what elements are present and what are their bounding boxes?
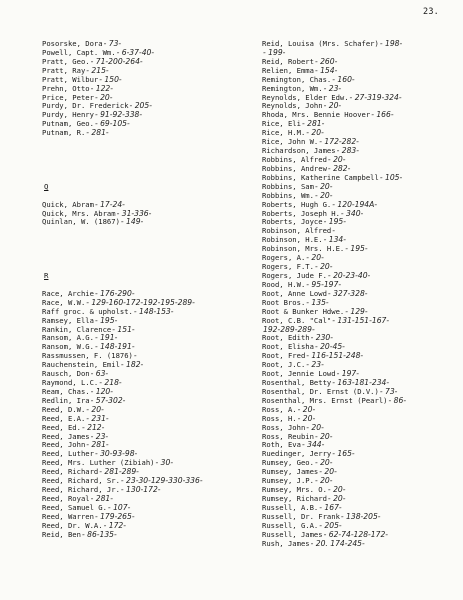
blank-line	[42, 227, 252, 236]
entry-name: Robinson, H.E.	[262, 235, 323, 245]
blank-line	[42, 245, 252, 254]
entry-name: Pratt, Ray	[42, 65, 86, 75]
entry-page-refs: - 154-	[314, 65, 338, 75]
entry-page-refs: - 20-	[314, 431, 333, 441]
entry-name: Robinson, Alfred	[262, 226, 332, 236]
entry-name: Richardson, James	[262, 146, 336, 156]
entry-name: Purdy, Dr. Frederick	[42, 101, 129, 111]
entry-name: Rassmussen, F. (1876)	[42, 351, 133, 361]
entry-page-refs: - 172-	[103, 520, 126, 530]
blank-line	[42, 165, 252, 174]
entry-page-refs: - 281-	[301, 119, 325, 129]
entry-name: Price, Peter	[42, 92, 94, 102]
entry-page-refs: - 165-	[332, 449, 355, 459]
entry-name: Race, Archie	[42, 288, 94, 298]
entry-page-refs: - 148-153-	[133, 306, 174, 316]
entry-name: Powell, Capt. Wm.	[42, 47, 116, 57]
entry-name: Rosenthal, Betty	[262, 378, 332, 388]
entry-name: Quick, Abram	[42, 199, 94, 209]
entry-name: Root Bros.	[262, 297, 306, 307]
entry-page-refs: - 20-	[327, 485, 346, 495]
entry-name: Ramsey, Ella	[42, 315, 94, 325]
entry-name: Reed, Luther	[42, 449, 94, 459]
entry-page-refs: -	[332, 226, 335, 236]
entry-page-refs: - 150-	[99, 74, 122, 84]
entry-page-refs: - 71-200-264-	[90, 56, 143, 66]
entry-name: Ross, H.	[262, 413, 297, 423]
entry-name: Ross, A.	[262, 404, 297, 414]
entry-name: Quinlan, W. (1867)	[42, 217, 120, 227]
entry-page-refs: - 30-	[155, 458, 174, 468]
entry-name: Rumsey, J.P.	[262, 476, 314, 486]
index-entry	[42, 531, 252, 540]
entry-name: Remington, Wm.	[262, 83, 323, 93]
entry-page-refs: - 95-197-	[306, 279, 342, 289]
entry-page-refs: - 129-	[345, 306, 368, 316]
entry-page-refs: - 27-319-324-	[349, 92, 402, 102]
entry-page-refs: - 20-	[327, 154, 346, 164]
entry-page-refs: - 73-	[103, 39, 122, 48]
entry-page-refs: - 198-	[379, 39, 403, 48]
entry-name: Rumsey, Richard	[262, 494, 327, 504]
entry-page-refs: - 163-181-234-	[332, 378, 390, 388]
entry-page-refs: - 57-302-	[90, 395, 126, 405]
left-index-column	[42, 40, 252, 540]
entry-name: Root & Bunker Hdwe.	[262, 306, 345, 316]
entry-name: Robinson, Mrs. H.E.	[262, 244, 345, 254]
entry-page-refs: - 86-135-	[81, 529, 117, 539]
entry-name: Reid, Ben	[42, 529, 81, 539]
entry-name: Root, J.C.	[262, 360, 306, 370]
entry-name: Root, Elisha	[262, 342, 314, 352]
entry-name: Robbins, Alfred	[262, 154, 327, 164]
entry-name: Rausch, Don	[42, 369, 90, 379]
section-letter-label: Q	[44, 181, 49, 191]
entry-name: Root, C.B. "Cal"	[262, 315, 332, 325]
entry-page-refs: - 199-	[263, 47, 286, 57]
entry-name: Reed, Warren	[42, 511, 94, 521]
blank-line	[42, 174, 252, 183]
entry-name: Robbins, Katherine Campbell	[262, 172, 379, 182]
entry-name: Reed, E.A.	[42, 413, 86, 423]
entry-page-refs: - 20-	[319, 467, 337, 477]
entry-name: Roberts, Joyce	[262, 217, 323, 227]
entry-page-refs: - 205-	[129, 101, 152, 111]
entry-name: Prehn, Otto	[42, 83, 90, 93]
entry-page-refs: - 148-191-	[94, 342, 135, 352]
entry-name: Putnam, R.	[42, 128, 86, 138]
entry-page-refs: -	[133, 351, 137, 361]
entry-name: Ransom, A.G.	[42, 333, 94, 343]
entry-name: Rankin, Clarence	[42, 324, 112, 334]
entry-page-refs: - 20-	[297, 404, 316, 414]
entry-name: Relien, Emma	[262, 65, 314, 75]
entry-name: Robbins, Sam	[262, 181, 314, 191]
entry-page-refs: - 20-45-	[314, 342, 345, 352]
entry-name: Roth, Eva	[262, 440, 301, 450]
entry-page-refs: - 69-105-	[94, 119, 130, 129]
entry-name: Russell, James	[262, 529, 323, 539]
entry-page-refs: - 260-	[314, 56, 338, 66]
entry-name: Reed, Dr. W.A.	[42, 520, 103, 530]
entry-page-refs: - 20-	[306, 422, 324, 432]
page-number: 23.	[423, 7, 439, 17]
blank-line	[42, 156, 252, 165]
entry-name: Redlin, Ira	[42, 395, 90, 405]
entry-name: Rogers, A.	[262, 253, 306, 263]
entry-name: Ross, Reubin	[262, 431, 314, 441]
entry-page-refs: - 20-	[297, 413, 316, 423]
section-letter	[42, 183, 252, 192]
entry-name: Ross, John	[262, 422, 306, 432]
entry-name: Rogers, Jude F.	[262, 270, 327, 280]
entry-name: Roberts, Joseph H.	[262, 208, 340, 218]
entry-name: Reed, Richard	[42, 467, 99, 477]
blank-line	[42, 138, 252, 147]
section-letter	[42, 272, 252, 281]
entry-name: Pratt, Wilbur	[42, 74, 99, 84]
entry-page-refs: - 215-	[86, 65, 109, 75]
entry-page-refs: - 281-	[86, 440, 109, 450]
entry-page-refs: - 20-	[306, 253, 324, 263]
entry-page-refs: - 327-328-	[327, 288, 368, 298]
entry-name: Rauchenstein, Emil	[42, 360, 120, 370]
entry-name: Rumsey, Mrs. O.	[262, 485, 327, 495]
entry-name: Reed, Ed.	[42, 422, 81, 432]
entry-name: Rogers, F.T.	[262, 262, 314, 272]
entry-name: Root, Edith	[262, 333, 310, 343]
entry-page-refs: - 20-	[314, 190, 333, 200]
entry-page-refs: - 179-265-	[94, 511, 135, 521]
entry-name: Reed, John	[42, 440, 86, 450]
entry-name: Reed, Samuel G.	[42, 502, 107, 512]
entry-name: Rumsey, Geo.	[262, 458, 314, 468]
entry-name: Rush, James	[262, 538, 310, 548]
entry-name: Root, Jennie Lowd	[262, 369, 336, 379]
entry-name: Russell, A.B.	[262, 502, 319, 512]
entry-page-refs: - 205-	[319, 520, 342, 530]
entry-name: Reed, D.W.	[42, 404, 86, 414]
index-entry	[262, 40, 457, 49]
entry-name: Reynolds, John	[262, 101, 323, 111]
entry-page-refs: - 20-	[323, 101, 342, 111]
entry-name: Ruedinger, Jerry	[262, 449, 332, 459]
entry-page-refs: - 105-	[379, 172, 403, 182]
entry-page-refs: - 197-	[336, 369, 359, 379]
entry-name: Reid, Robert	[262, 56, 314, 66]
entry-page-refs: - 231-	[86, 413, 109, 423]
entry-name: Reid, Louisa (Mrs. Schafer)	[262, 39, 379, 48]
entry-page-refs: - 130-172-	[120, 485, 161, 495]
entry-page-refs: - 20-	[314, 476, 333, 486]
entry-name: Purdy, Henry	[42, 110, 94, 120]
entry-page-refs: - 166-	[371, 110, 394, 120]
entry-page-refs: - 131-151-167-	[332, 315, 390, 325]
entry-name: Ream, Chas.	[42, 386, 90, 396]
entry-page-refs: - 23-	[323, 83, 342, 93]
entry-page-refs: - 212-	[81, 422, 105, 432]
blank-line	[42, 263, 252, 272]
entry-page-refs: - 20-	[314, 262, 333, 272]
entry-page-refs: - 281-289-	[99, 467, 139, 477]
entry-page-refs: - 107-	[107, 502, 131, 512]
entry-name: Rosenthal, Mrs. Ernst (Pearl)	[262, 395, 388, 405]
entry-name: Russell, G.A.	[262, 520, 319, 530]
entry-page-refs: - 230-	[310, 333, 333, 343]
entry-page-refs: - 62-74-128-172-	[323, 529, 389, 539]
entry-name: Reed, Richard, Jr.	[42, 485, 120, 495]
entry-page-refs: - 149-	[120, 217, 144, 227]
entry-page-refs: - 120-194A-	[332, 199, 378, 209]
entry-name: Root, Fred	[262, 351, 306, 361]
entry-name: Reed, Royal	[42, 494, 90, 504]
entry-page-refs: - 17-24-	[94, 199, 125, 209]
entry-page-refs: - 195-	[94, 315, 118, 325]
entry-page-refs: - 281-	[90, 494, 113, 504]
entry-page-refs: - 23-30-129-330-336-	[120, 476, 203, 486]
entry-name: Race, W.W.	[42, 297, 86, 307]
entry-page-refs: - 86-	[388, 395, 407, 405]
entry-page-refs: - 91-92-338-	[94, 110, 143, 120]
blank-line	[42, 254, 252, 263]
entry-page-refs: - 182-	[120, 360, 144, 370]
index-entry	[42, 218, 252, 227]
entry-page-refs: - 23-	[90, 431, 109, 441]
entry-page-refs: - 195-	[323, 217, 346, 227]
entry-page-refs: - 20-	[314, 458, 333, 468]
entry-page-refs: 192-289-289-	[263, 324, 315, 334]
entry-page-refs: - 138-205-	[340, 511, 381, 521]
entry-name: Russell, Dr. Frank	[262, 511, 340, 521]
entry-name: Posorske, Dora	[42, 39, 103, 48]
entry-name: Rumsey, James	[262, 467, 319, 477]
entry-page-refs: - 20-	[86, 404, 104, 414]
section-letter-label: R	[44, 270, 49, 280]
entry-page-refs: - 30-93-98-	[94, 449, 138, 459]
entry-page-refs: - 31-336-	[116, 208, 152, 218]
entry-page-refs: - 20-	[327, 494, 346, 504]
entry-page-refs: - 135-	[306, 297, 329, 307]
entry-page-refs: - 20-	[306, 128, 324, 138]
entry-page-refs: - 282-	[327, 163, 351, 173]
index-entry	[42, 129, 252, 138]
entry-name: Root, Anne Lowd	[262, 288, 327, 298]
entry-page-refs: - 340-	[340, 208, 364, 218]
entry-name: Quick, Mrs. Abram	[42, 208, 116, 218]
entry-name: Putnam, Geo.	[42, 119, 94, 129]
entry-name: Ransom, W.G.	[42, 342, 94, 352]
entry-name: Rosenthal, Dr. Ernst (D.V.)	[262, 386, 379, 396]
entry-name: Pratt, Geo.	[42, 56, 90, 66]
entry-page-refs: - 20. 174-245-	[310, 538, 365, 548]
entry-name: Raymond, L.C.	[42, 378, 99, 388]
entry-page-refs: - 120-	[90, 386, 113, 396]
entry-page-refs: - 191-	[94, 333, 118, 343]
entry-name: Reed, Richard, Sr.	[42, 476, 120, 486]
entry-page-refs: - 116-151-248-	[306, 351, 364, 361]
right-index-column	[262, 40, 457, 549]
entry-name: Rhoda, Mrs. Bennie Hoover	[262, 110, 371, 120]
entry-name: Reed, James	[42, 431, 90, 441]
entry-page-refs: - 23-	[306, 360, 324, 370]
blank-line	[42, 147, 252, 156]
entry-name: Rood, H.W.	[262, 279, 306, 289]
entry-page-refs: - 134-	[323, 235, 346, 245]
entry-name: Rice, Eli	[262, 119, 301, 129]
entry-page-refs: - 20-23-40-	[327, 270, 371, 280]
entry-page-refs: - 73-	[379, 386, 398, 396]
entry-name: Remington, Chas.	[262, 74, 332, 84]
blank-line	[42, 236, 252, 245]
entry-page-refs: - 344-	[301, 440, 325, 450]
entry-page-refs: - 20-	[314, 181, 333, 191]
entry-page-refs: - 167-	[319, 502, 342, 512]
entry-name: Rice, H.M.	[262, 128, 306, 138]
entry-page-refs: - 122-	[90, 83, 113, 93]
entry-page-refs: - 20-	[94, 92, 113, 102]
entry-page-refs: - 160-	[332, 74, 355, 84]
entry-name: Raff groc. & upholst.	[42, 306, 133, 316]
entry-name: Rice, John W.	[262, 137, 319, 147]
entry-page-refs: - 176-290-	[94, 288, 135, 298]
entry-name: Robbins, Andrew	[262, 163, 327, 173]
entry-page-refs: - 151-	[112, 324, 135, 334]
index-entry	[262, 540, 457, 549]
entry-page-refs: - 6-37-40-	[116, 47, 155, 57]
entry-page-refs: - 281-	[86, 128, 109, 138]
entry-page-refs: - 195-	[345, 244, 368, 254]
entry-page-refs: - 283-	[336, 146, 359, 156]
entry-page-refs: - 63-	[90, 369, 109, 379]
entry-name: Reynolds, Elder Edw.	[262, 92, 349, 102]
entry-page-refs: - 172-282-	[319, 137, 359, 147]
entry-page-refs: - 129-160-172-192-195-289-	[86, 297, 195, 307]
entry-name: Robbins, Wm.	[262, 190, 314, 200]
entry-page-refs: - 218-	[99, 378, 122, 388]
entry-name: Roberts, Hugh G.	[262, 199, 332, 209]
entry-name: Reed, Mrs. Luther (Zibiah)	[42, 458, 155, 468]
